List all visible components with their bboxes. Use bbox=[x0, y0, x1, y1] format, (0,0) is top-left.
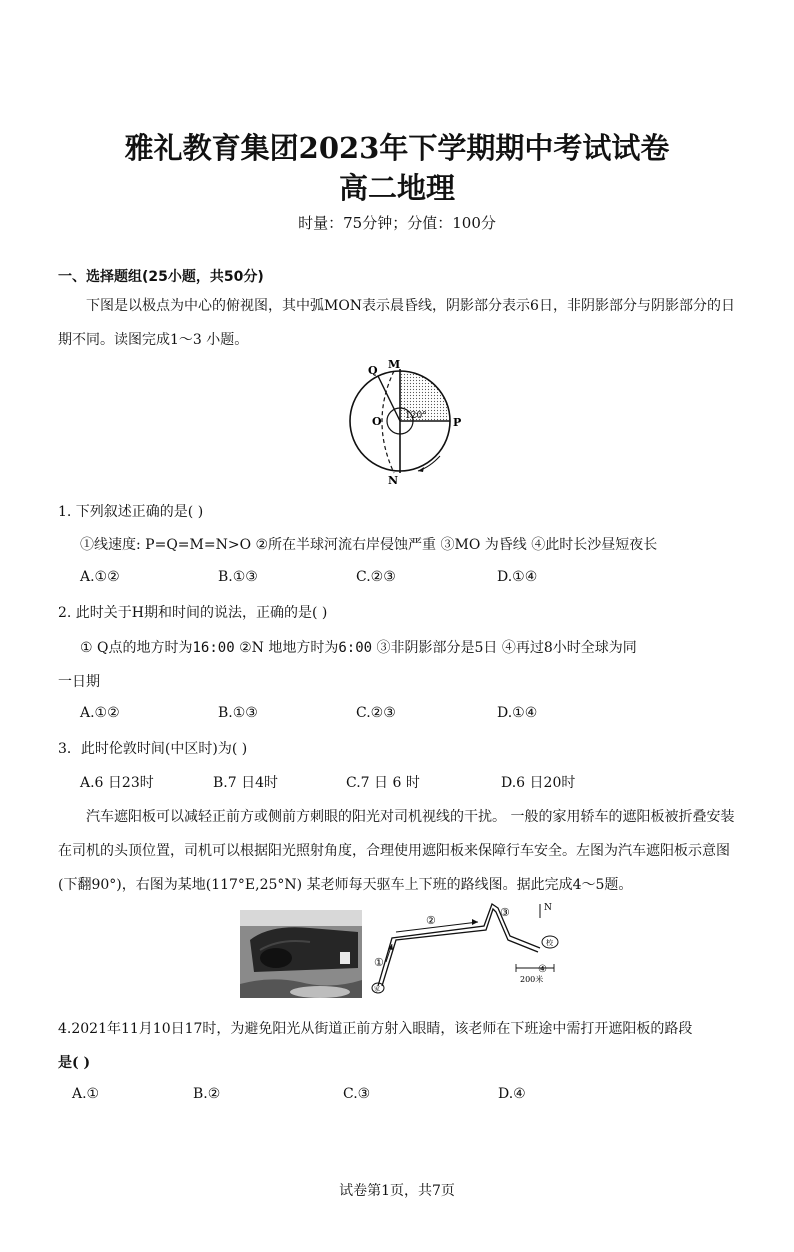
polar-diagram bbox=[330, 358, 470, 488]
label-n: N bbox=[388, 474, 399, 487]
q1-option-a: A.①② bbox=[80, 569, 120, 585]
route2-arrow bbox=[396, 922, 478, 932]
q2-option-c: C.②③ bbox=[356, 705, 396, 721]
route-map bbox=[368, 900, 568, 1000]
label-m: M bbox=[388, 358, 401, 371]
exam-meta: 时量：75分钟；分值：100分 bbox=[298, 214, 496, 232]
north-label: N bbox=[544, 903, 552, 913]
q4-stem: 4.2021年11月10日17时，为避免阳光从街道正前方射入眼睛，该老师在下班途中需打开遮阳板的路段 bbox=[58, 1021, 693, 1037]
q1-option-d: D.①④ bbox=[497, 569, 538, 585]
q2-statements-line2: 一日期 bbox=[58, 674, 100, 690]
q4-option-d: D.④ bbox=[498, 1086, 526, 1102]
q2-s1-time: 16:00 bbox=[192, 640, 235, 656]
q2-option-b: B.①③ bbox=[218, 705, 258, 721]
section-intro: 下图是以极点为中心的俯视图，其中弧MON表示晨昏线，阴影部分表示6日，非阴影部分与阴影部分的日期不同。读图完成1～3 小题。 bbox=[58, 298, 735, 348]
q1-option-c: C.②③ bbox=[356, 569, 396, 585]
q3-option-a: A.6 日23时 bbox=[80, 775, 154, 791]
exam-title: 雅礼教育集团2023年下学期期中考试试卷 bbox=[124, 131, 670, 165]
q4-stem-end: 是( ) bbox=[58, 1055, 91, 1071]
q1-option-b: B.①③ bbox=[218, 569, 258, 585]
passage-sunvisor: 汽车遮阳板可以减轻正前方或侧前方刺眼的阳光对司机视线的干扰。 一般的家用轿车的遮阳板被折叠安装在司机的头顶位置，司机可以根据阳光照射角度，合理使用遮阳板来保障行车安全。左图为汽车遮阳板示意图(下翻90°)，右图为某地(117°E,25°N) 某老师每天驱车上下班的路线图。据此完成4～5题。 bbox=[58, 809, 735, 893]
q1-stem: 1. 下列叙述正确的是( ) bbox=[58, 504, 204, 520]
sun-visor-photo bbox=[240, 910, 362, 998]
route-line-outer bbox=[378, 904, 540, 986]
label-p: P bbox=[453, 416, 462, 429]
q4-option-a: A.① bbox=[72, 1086, 100, 1102]
q3-option-b: B.7 日4时 bbox=[213, 775, 279, 791]
q2-s2-time: 6:00 bbox=[338, 640, 373, 656]
home-label: 家 bbox=[374, 986, 381, 993]
q2-statements-line1 bbox=[80, 637, 637, 657]
route-label-1: ① bbox=[374, 956, 384, 969]
q2-option-a: A.①② bbox=[80, 705, 120, 721]
q2-s3: ③非阴影部分是5日 ④再过8小时全球为同 bbox=[372, 640, 637, 656]
q2-stem: 2. 此时关于H期和时间的说法，正确的是( ) bbox=[58, 605, 328, 621]
school-label: 校 bbox=[546, 939, 553, 947]
rotation-arrow bbox=[418, 456, 440, 471]
route-line-inner bbox=[382, 909, 538, 986]
exam-subject: 高二地理 bbox=[338, 171, 455, 205]
route-label-4: ④ bbox=[538, 964, 547, 975]
label-q: Q bbox=[368, 364, 378, 377]
q1-statements: ①线速度: P=Q=M=N>O ②所在半球河流右岸侵蚀严重 ③MO 为昏线 ④此时长沙昼短夜长 bbox=[80, 537, 658, 553]
page-footer: 试卷第1页，共7页 bbox=[339, 1183, 455, 1199]
angle-label: 120° bbox=[405, 411, 427, 421]
q4-option-b: B.② bbox=[193, 1086, 221, 1102]
q3-option-c: C.7 日 6 时 bbox=[346, 775, 420, 791]
q2-s2: ②N 地地方时为 bbox=[234, 640, 339, 656]
scale-label: 200米 bbox=[520, 975, 544, 984]
q3-stem: 3．此时伦敦时间(中区时)为( ) bbox=[58, 741, 248, 757]
q4-option-c: C.③ bbox=[343, 1086, 371, 1102]
q2-option-d: D.①④ bbox=[497, 705, 538, 721]
label-o: O bbox=[372, 415, 382, 428]
section-heading: 一、选择题组(25小题，共50分) bbox=[58, 269, 264, 285]
q2-s1: ① Q点的地方时为 bbox=[80, 640, 193, 656]
q3-option-d: D.6 日20时 bbox=[501, 775, 576, 791]
route-label-2: ② bbox=[426, 914, 436, 927]
route-label-3: ③ bbox=[500, 906, 510, 919]
